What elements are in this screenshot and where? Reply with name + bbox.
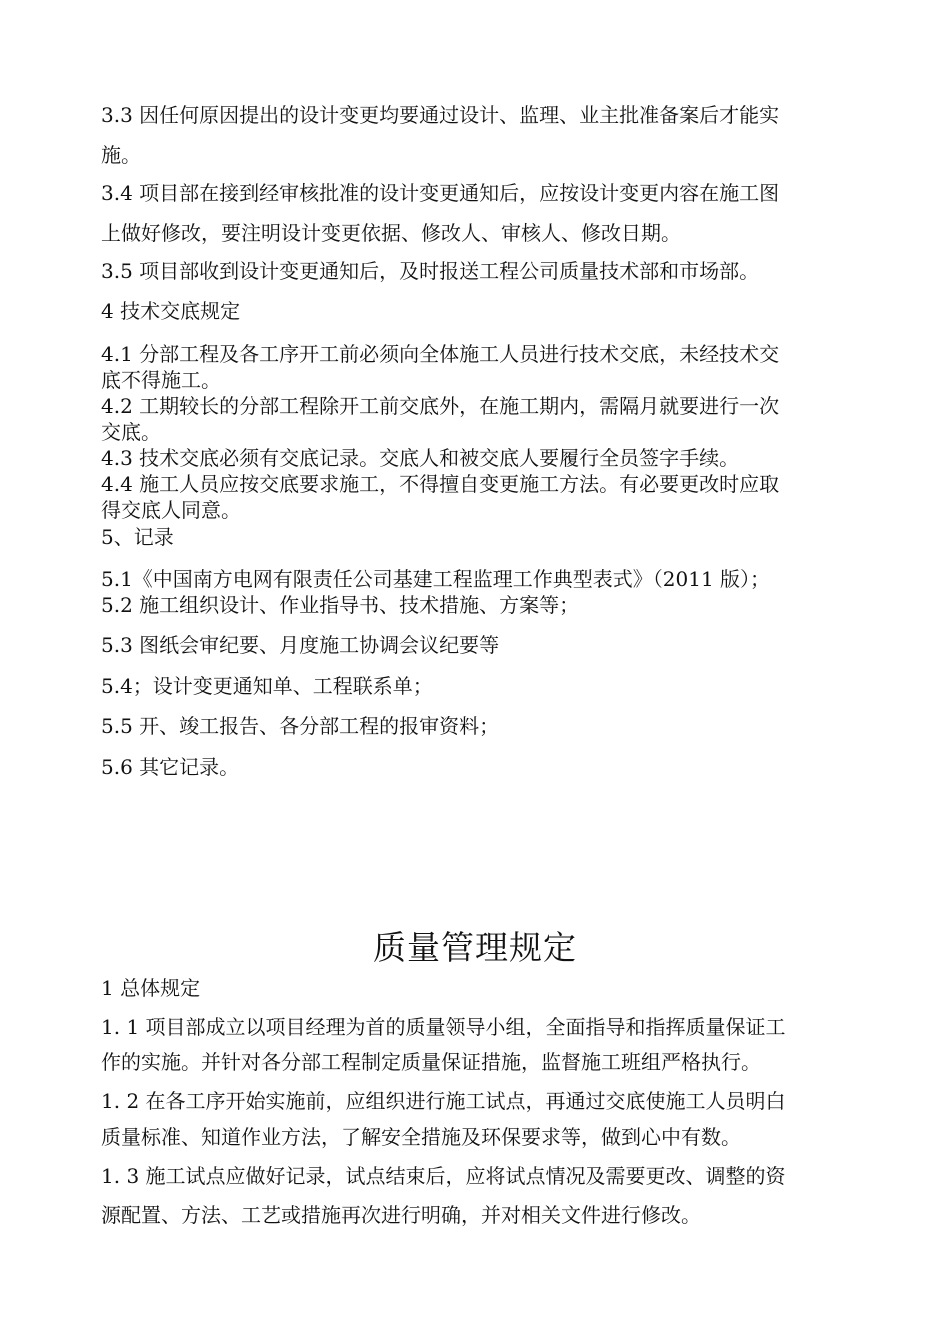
paragraph-3-4-line-2: 上做好修改，要注明设计变更依据、修改人、审核人、修改日期。	[101, 221, 681, 245]
section-title: 质量管理规定	[373, 928, 577, 967]
paragraph-4-2-line-2: 交底。	[101, 420, 161, 444]
quality-1-2-line-2: 质量标准、知道作业方法，了解安全措施及环保要求等，做到心中有数。	[101, 1125, 741, 1149]
record-5-2: 5.2 施工组织设计、作业指导书、技术措施、方案等；	[101, 593, 580, 617]
quality-1-3-line-2: 源配置、方法、工艺或措施再次进行明确，并对相关文件进行修改。	[101, 1203, 701, 1227]
section-4-heading: 4 技术交底规定	[101, 299, 241, 323]
record-5-5: 5.5 开、竣工报告、各分部工程的报审资料；	[101, 714, 500, 738]
record-5-4: 5.4；设计变更通知单、工程联系单；	[101, 674, 433, 698]
paragraph-4-3: 4.3 技术交底必须有交底记录。交底人和被交底人要履行全员签字手续。	[101, 446, 740, 470]
record-5-1: 5.1《中国南方电网有限责任公司基建工程监理工作典型表式》（2011 版）；	[101, 567, 771, 591]
quality-heading-1: 1 总体规定	[101, 976, 201, 1000]
quality-1-1-line-1: 1. 1 项目部成立以项目经理为首的质量领导小组，全面指导和指挥质量保证工	[101, 1015, 786, 1039]
quality-1-1-line-2: 作的实施。并针对各分部工程制定质量保证措施，监督施工班组严格执行。	[101, 1050, 761, 1074]
record-5-6: 5.6 其它记录。	[101, 755, 240, 779]
paragraph-4-1-line-2: 底不得施工。	[101, 368, 221, 392]
quality-1-2-line-1: 1. 2 在各工序开始实施前，应组织进行施工试点，再通过交底使施工人员明白	[101, 1089, 786, 1113]
paragraph-3-3-line-1: 3.3 因任何原因提出的设计变更均要通过设计、监理、业主批准备案后才能实	[101, 103, 780, 127]
paragraph-4-1-line-1: 4.1 分部工程及各工序开工前必须向全体施工人员进行技术交底，未经技术交	[101, 342, 780, 366]
section-5-heading: 5、记录	[101, 525, 174, 549]
paragraph-4-4-line-1: 4.4 施工人员应按交底要求施工，不得擅自变更施工方法。有必要更改时应取	[101, 472, 780, 496]
paragraph-4-4-line-2: 得交底人同意。	[101, 498, 241, 522]
quality-1-3-line-1: 1. 3 施工试点应做好记录，试点结束后，应将试点情况及需要更改、调整的资	[101, 1164, 786, 1188]
paragraph-4-2-line-1: 4.2 工期较长的分部工程除开工前交底外，在施工期内，需隔月就要进行一次	[101, 394, 780, 418]
paragraph-3-3-line-2: 施。	[101, 143, 141, 167]
paragraph-3-5: 3.5 项目部收到设计变更通知后，及时报送工程公司质量技术部和市场部。	[101, 259, 760, 283]
record-5-3: 5.3 图纸会审纪要、月度施工协调会议纪要等	[101, 633, 500, 657]
paragraph-3-4-line-1: 3.4 项目部在接到经审核批准的设计变更通知后，应按设计变更内容在施工图	[101, 181, 780, 205]
